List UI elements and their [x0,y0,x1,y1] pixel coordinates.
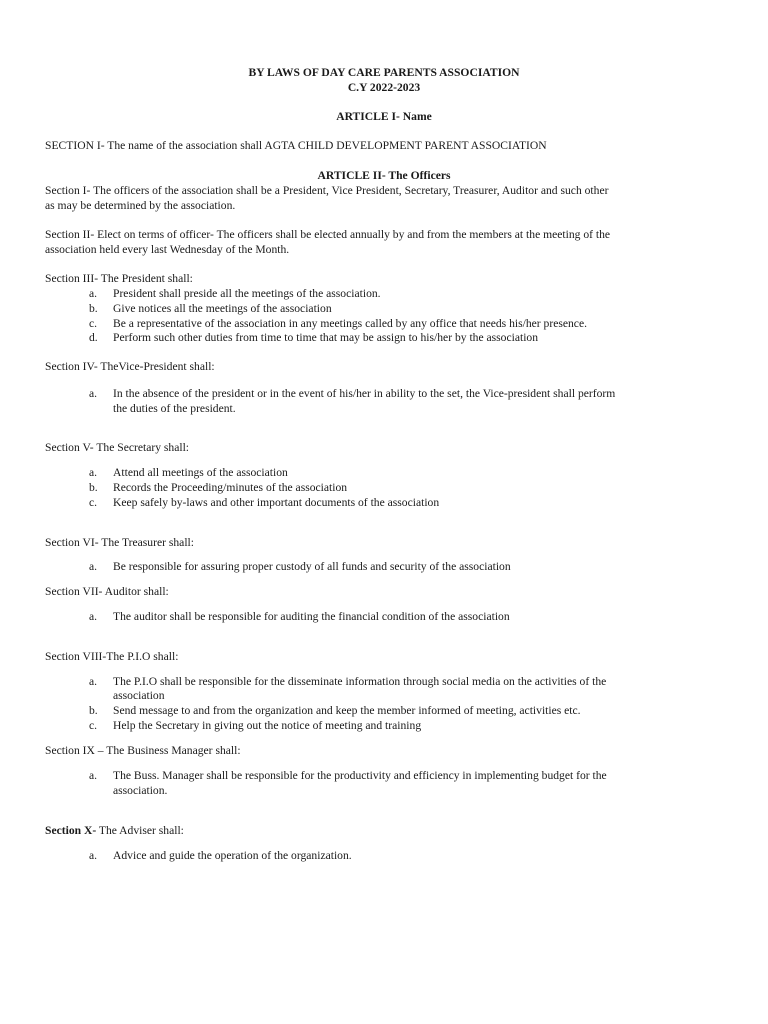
list-item: Be responsible for assuring proper custody of all funds and security of the association [113,560,511,573]
list-item-label: a. [89,610,98,623]
list-item-line: The P.I.O shall be responsible for the disseminate information through social media on the activities of the [113,675,607,688]
list-item-label: c. [89,719,98,732]
list-item-label: d. [89,331,98,344]
list-item-label: a. [89,287,98,300]
list-item: Send message to and from the organization and keep the member informed of meeting, activities etc. [113,704,581,717]
list-item-label: b. [89,302,98,315]
list-item: Help the Secretary in giving out the notice of meeting and training [113,719,422,732]
list-item: Attend all meetings of the association [113,466,288,479]
section-10-heading-bold: Section X- [45,824,97,837]
section-9-heading: Section IX – The Business Manager shall: [45,744,241,757]
section-2-line-2: association held every last Wednesday of the Month. [45,243,290,256]
list-item: Records the Proceeding/minutes of the association [113,481,348,494]
list-item-line: the duties of the president. [113,402,236,415]
list-item-label: a. [89,466,98,479]
list-item: President shall preside all the meetings of the association. [113,287,381,300]
list-item-line: The Buss. Manager shall be responsible for the productivity and efficiency in implementing budget for the [113,769,607,782]
list-item: Give notices all the meetings of the association [113,302,332,315]
list-item-label: c. [89,317,98,330]
list-item-label: a. [89,675,98,688]
section-5-heading: Section V- The Secretary shall: [45,441,190,454]
list-item-label: c. [89,496,98,509]
list-item-line: association. [113,784,168,797]
list-item-label: a. [89,769,98,782]
section-10-heading [45,823,184,838]
list-item-label: a. [89,849,98,862]
list-item: Be a representative of the association in any meetings called by any office that needs his/her presence. [113,317,587,330]
section-2-line-1: Section II- Elect on terms of officer- The officers shall be elected annually by and from the members at the meeting of the [45,228,611,241]
list-item: Keep safely by-laws and other important documents of the association [113,496,440,509]
section-10-heading-rest: The Adviser shall: [96,824,184,837]
section-3-heading: Section III- The President shall: [45,272,193,285]
list-item-label: a. [89,387,98,400]
article-1-heading: ARTICLE I- Name [336,110,432,123]
article-2-heading: ARTICLE II- The Officers [317,169,451,182]
document-year: C.Y 2022-2023 [347,81,421,94]
section-1-line-2: as may be determined by the association. [45,199,236,212]
list-item: Perform such other duties from time to time that may be assign to his/her by the association [113,331,539,344]
list-item-label: b. [89,704,98,717]
list-item-label: b. [89,481,98,494]
section-4-heading: Section IV- TheVice-President shall: [45,360,215,373]
list-item-label: a. [89,560,98,573]
article-1-section-1: SECTION I- The name of the association shall AGTA CHILD DEVELOPMENT PARENT ASSOCIATION [45,139,547,152]
section-8-heading: Section VIII-The P.I.O shall: [45,650,179,663]
section-6-heading: Section VI- The Treasurer shall: [45,536,194,549]
list-item: Advice and guide the operation of the organization. [113,849,352,862]
document-title: BY LAWS OF DAY CARE PARENTS ASSOCIATION [248,66,520,79]
section-1-line-1: Section I- The officers of the association shall be a President, Vice President, Secretary, Treasurer, Auditor and such other [45,184,609,197]
list-item-line: association [113,689,165,702]
list-item: The auditor shall be responsible for auditing the financial condition of the association [113,610,510,623]
section-7-heading: Section VII- Auditor shall: [45,585,169,598]
list-item-line: In the absence of the president or in the event of his/her in ability to the set, the Vice-president shall perform [113,387,616,400]
